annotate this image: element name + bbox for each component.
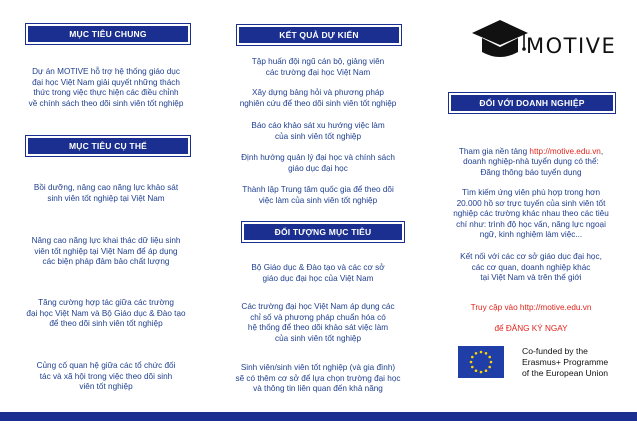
target-3: Sinh viên/sinh viên tốt nghiệp (và gia đình) sẽ có thêm cơ sở để lựa chọn trường đại học và thông tin liên quan đến khả năng	[235, 363, 401, 394]
result-5: Thành lập Trung tâm quốc gia để theo dõi việc làm của sinh viên tốt nghiệp	[242, 185, 394, 205]
result-1: Tập huấn đội ngũ cán bộ, giảng viên các trường đại học Việt Nam	[251, 57, 385, 77]
cta-line-2[interactable]: để ĐĂNG KÝ NGAY	[494, 323, 568, 333]
cta-visit[interactable]	[427, 292, 635, 334]
bottom-bar	[0, 412, 637, 421]
intro-prefix: Tham gia nền tảng	[458, 146, 530, 156]
logo-text: MOTIVE	[526, 34, 617, 58]
result-2: Xây dựng bảng hỏi và phương pháp nghiên cứu để theo dõi sinh viên tốt nghiệp	[239, 88, 397, 108]
result-4: Định hướng quản lý đại học và chính sách giáo dục đại học	[241, 153, 395, 173]
specific-objective-2: Nâng cao năng lực khai thác dữ liệu sinh viên tốt nghiệp tại Việt Nam để áp dụng các biện pháp đảm bảo chất lượng	[31, 236, 181, 267]
business-intro	[427, 136, 635, 168]
cta-line-1[interactable]: Truy cập vào http://motive.edu.vn	[470, 302, 592, 312]
target-1: Bộ Giáo dục & Đào tạo và các cơ sở giáo dục đại học của Việt Nam	[251, 263, 385, 283]
heading-target-audience: ĐỐI TƯỢNG MỤC TIÊU	[242, 222, 404, 242]
eu-flag-icon	[458, 346, 504, 378]
heading-for-businesses: ĐỐI VỚI DOANH NGHIỆP	[449, 93, 615, 113]
motive-logo	[470, 18, 617, 64]
motive-link[interactable]: http://motive.edu.vn	[529, 146, 601, 156]
eu-cofunded-text: Co-funded by the Erasmus+ Programme of the European Union	[522, 346, 609, 378]
general-objective-text: Dự án MOTIVE hỗ trợ hệ thống giáo dục đại học Việt Nam giải quyết những thách thức trong việc thực hiện các điều chỉnh về chính sách theo dõi sinh viên tốt nghiệp	[28, 67, 184, 108]
specific-objective-4: Củng cố quan hệ giữa các tổ chức đối tác và xã hội trong việc theo dõi sinh viên tốt nghiệp	[36, 361, 176, 392]
business-item-connect: Kết nối với các cơ sở giáo dục đại học, các cơ quan, doanh nghiệp khác tại Việt Nam và trên thế giới	[460, 252, 602, 283]
heading-specific-objectives: MỤC TIÊU CỤ THỂ	[26, 136, 190, 156]
business-item-search-candidates: Tìm kiếm ứng viên phù hợp trong hơn 20.000 hồ sơ trực tuyến của sinh viên tốt nghiệp các trường khác nhau theo các tiêu chí như: trình độ học vấn, năng lực ngoại ngữ, kinh nghiệm làm việc...	[453, 188, 609, 240]
heading-expected-results: KẾT QUẢ DỰ KIẾN	[237, 25, 401, 45]
business-item-post-jobs: Đăng thông báo tuyển dụng	[480, 168, 582, 177]
heading-general-objective: MỤC TIÊU CHUNG	[26, 24, 190, 44]
specific-objective-3: Tăng cường hợp tác giữa các trường đại học Việt Nam và Bộ Giáo dục & Đào tạo để theo dõi sinh viên tốt nghiệp	[26, 298, 186, 329]
intro-suffix: , doanh nghiệp-nhà tuyển dụng có thể:	[463, 146, 604, 167]
specific-objective-1: Bồi dưỡng, nâng cao năng lực khảo sát sinh viên tốt nghiệp tại Việt Nam	[33, 183, 179, 203]
target-2: Các trường đại học Việt Nam áp dụng các chỉ số và phương pháp chuẩn hóa có hệ thống để theo dõi khảo sát việc làm của sinh viên tốt nghiệp	[241, 302, 395, 343]
result-3: Báo cáo khảo sát xu hướng việc làm của sinh viên tốt nghiệp	[251, 121, 385, 141]
graduation-cap-icon	[470, 18, 530, 64]
